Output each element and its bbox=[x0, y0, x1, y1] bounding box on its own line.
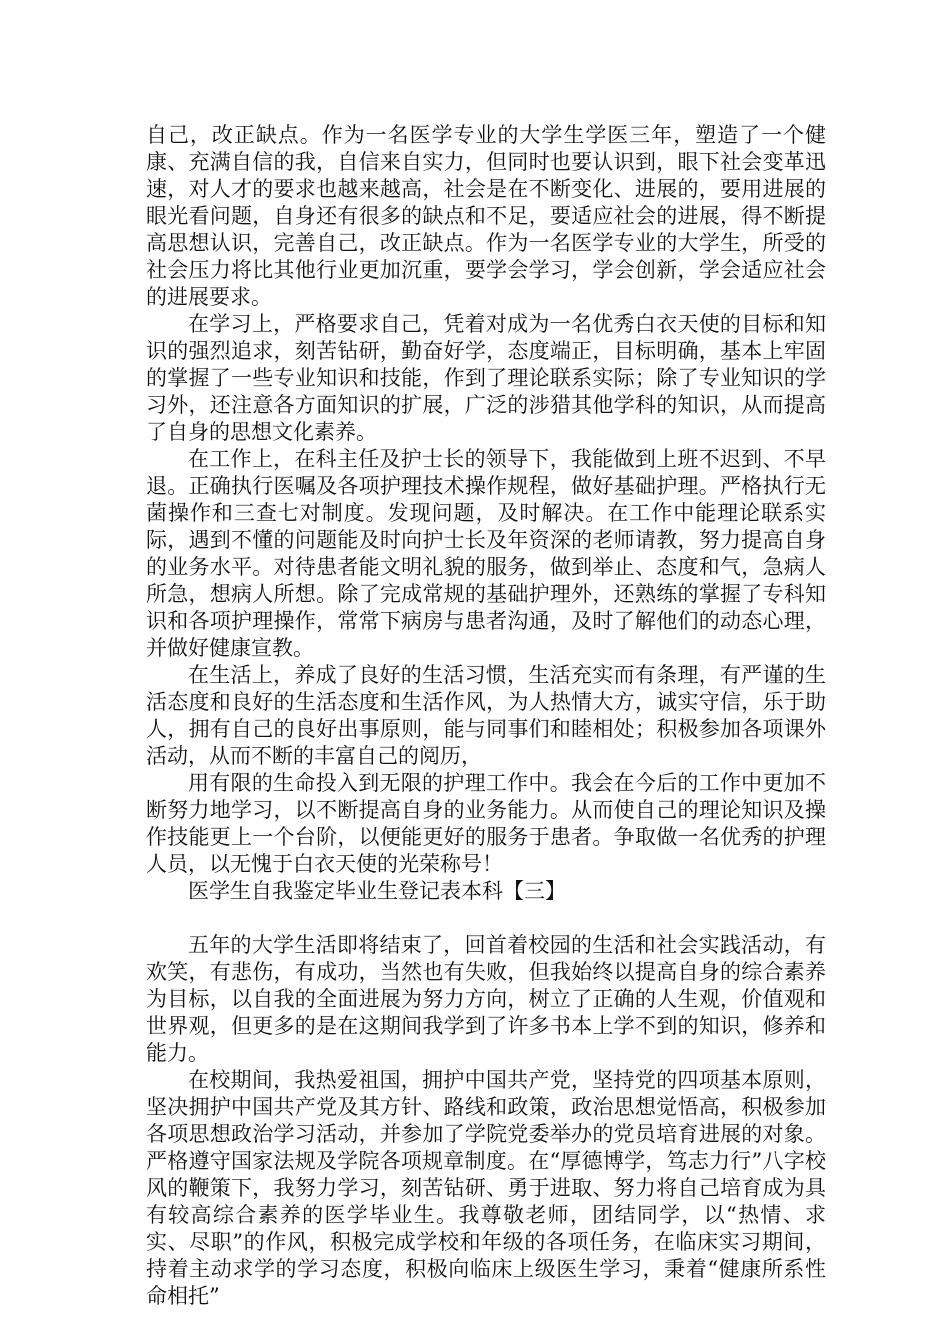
paragraph-conclusion: 用有限的生命投入到无限的护理工作中。我会在今后的工作中更加不断努力地学习，以不断提高自身的业务能力。从而使自己的理论知识及操作技能更上一个台阶，以便能更好的服务于患者。争取做一名优秀的护理人员，以无愧于白衣天使的光荣称号！ bbox=[146, 771, 826, 876]
paragraph-study: 在学习上，严格要求自己，凭着对成为一名优秀白衣天使的目标和知识的强烈追求，刻苦钻研，勤奋好学，态度端正，目标明确，基本上牢固的掌握了一些专业知识和技能，作到了理论联系实际；除了专业知识的学习外，还注意各方面知识的扩展，广泛的涉猎其他学科的知识，从而提高了自身的思想文化素养。 bbox=[146, 312, 826, 444]
paragraph-university-life: 五年的大学生活即将结束了，回首着校园的生活和社会实践活动，有欢笑，有悲伤，有成功，当然也有失败，但我始终以提高自身的综合素养为目标，以自我的全面进展为努力方向，树立了正确的人生观，价值观和世界观，但更多的是在这期间我学到了许多书本上学不到的知识，修养和能力。 bbox=[146, 933, 826, 1065]
paragraph-school-period: 在校期间，我热爱祖国，拥护中国共产党，坚持党的四项基本原则，坚决拥护中国共产党及其方针、路线和政策，政治思想觉悟高，积极参加各项思想政治学习活动，并参加了学院党委举办的党员培育进展的对象。严格遵守国家法规及学院各项规章制度。在“厚德博学，笃志力行”八字校风的鞭策下，我努力学习，刻苦钻研、勇于进取、努力将自己培育成为具有较高综合素养的医学毕业生。我尊敬老师，团结同学，以“热情、求实、尽职”的作风，积极完成学校和年级的各项任务，在临床实习期间，持着主动求学的学习态度，积极向临床上级医生学习，秉着“健康所系性命相托” bbox=[146, 1068, 826, 1308]
paragraph-life: 在生活上，养成了良好的生活习惯，生活充实而有条理，有严谨的生活态度和良好的生活态度和生活作风，为人热情大方，诚实守信，乐于助人，拥有自己的良好出事原则，能与同事们和睦相处；积极参加各项课外活动，从而不断的丰富自己的阅历， bbox=[146, 663, 826, 768]
section-heading: 医学生自我鉴定毕业生登记表本科【三】 bbox=[188, 879, 566, 903]
blank-line bbox=[146, 905, 826, 932]
paragraph-work: 在工作上，在科主任及护士长的领导下，我能做到上班不迟到、不早退。正确执行医嘱及各项护理技术操作规程，做好基础护理。严格执行无菌操作和三查七对制度。发现问题，及时解决。在工作中能理论联系实际，遇到不懂的问题能及时向护士长及年资深的老师请教，努力提高自身的业务水平。对待患者能文明礼貌的服务，做到举止、态度和气，急病人所急，想病人所想。除了完成常规的基础护理外，还熟练的掌握了专科知识和各项护理操作，常常下病房与患者沟通，及时了解他们的动态心理，并做好健康宣教。 bbox=[146, 447, 826, 660]
document-body bbox=[146, 122, 826, 1310]
paragraph-continuation: 自己，改正缺点。作为一名医学专业的大学生学医三年，塑造了一个健康、充满自信的我，自信来自实力，但同时也要认识到，眼下社会变革迅速，对人才的要求也越来越高，社会是在不断变化、进展的，要用进展的眼光看问题，自身还有很多的缺点和不足，要适应社会的进展，得不断提高思想认识，完善自己，改正缺点。作为一名医学专业的大学生，所受的社会压力将比其他行业更加沉重，要学会学习，学会创新，学会适应社会的进展要求。 bbox=[146, 123, 826, 309]
